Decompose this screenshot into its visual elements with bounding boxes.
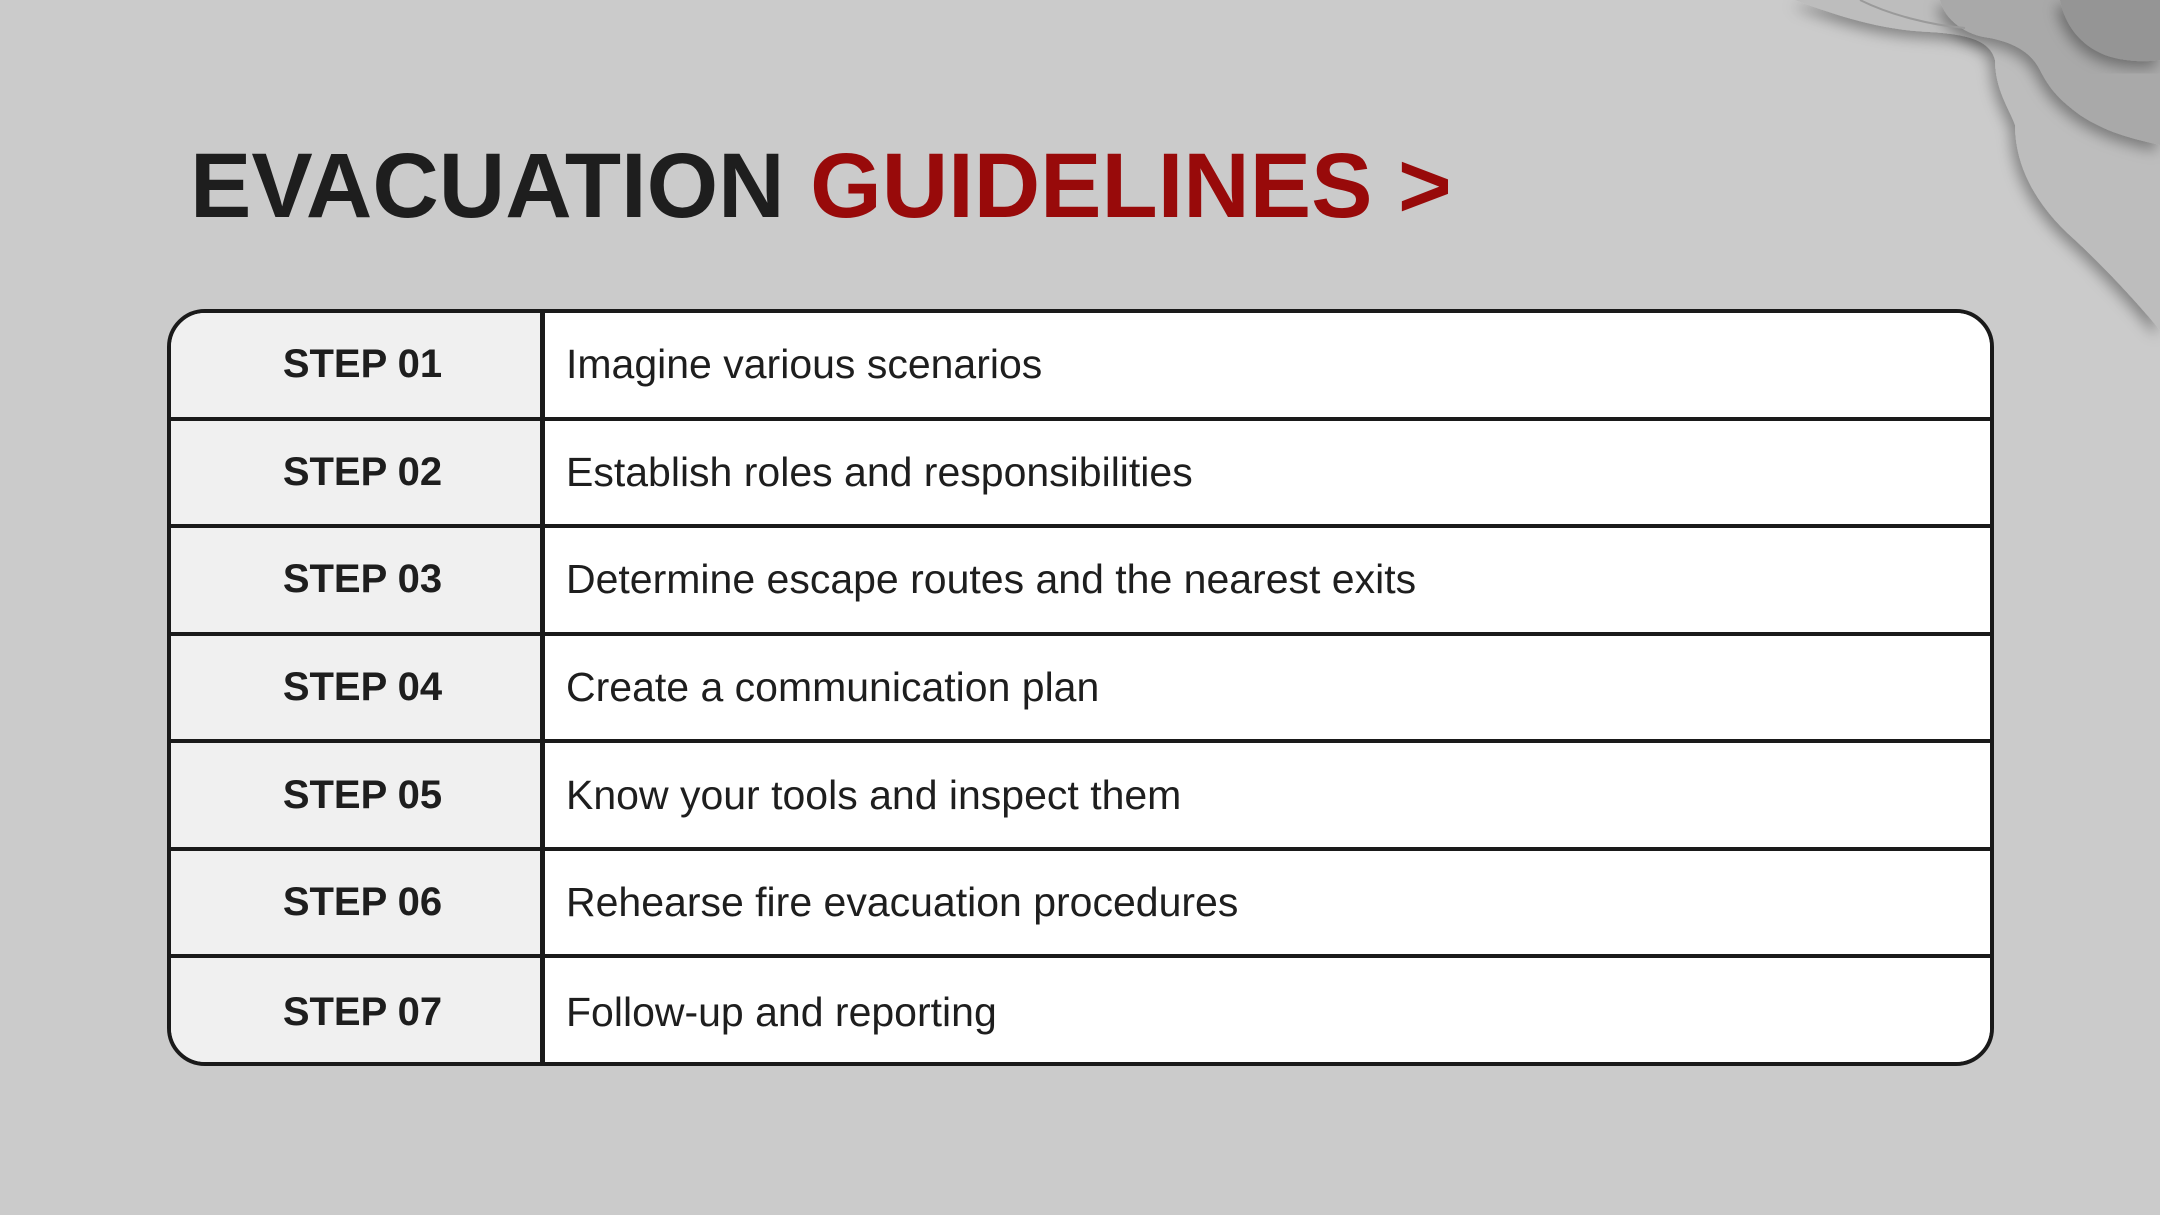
step-label: STEP 01 <box>171 313 545 417</box>
step-description: Know your tools and inspect them <box>545 743 1990 847</box>
step-description: Follow-up and reporting <box>545 958 1990 1066</box>
step-row <box>171 851 1990 959</box>
step-row <box>171 636 1990 744</box>
step-description: Imagine various scenarios <box>545 313 1990 417</box>
step-label: STEP 04 <box>171 636 545 740</box>
step-description: Determine escape routes and the nearest exits <box>545 528 1990 632</box>
step-description: Rehearse fire evacuation procedures <box>545 851 1990 955</box>
step-label: STEP 06 <box>171 851 545 955</box>
step-description: Establish roles and responsibilities <box>545 421 1990 525</box>
title-part-guidelines: GUIDELINES > <box>810 135 1452 237</box>
step-row <box>171 421 1990 529</box>
step-label: STEP 03 <box>171 528 545 632</box>
step-row <box>171 958 1990 1066</box>
step-label: STEP 07 <box>171 958 545 1066</box>
step-row <box>171 528 1990 636</box>
step-description: Create a communication plan <box>545 636 1990 740</box>
step-row <box>171 743 1990 851</box>
page-title <box>190 130 1452 242</box>
step-label: STEP 02 <box>171 421 545 525</box>
title-part-evacuation: EVACUATION <box>190 135 785 237</box>
step-row <box>171 313 1990 421</box>
steps-table <box>167 309 1994 1066</box>
step-label: STEP 05 <box>171 743 545 847</box>
